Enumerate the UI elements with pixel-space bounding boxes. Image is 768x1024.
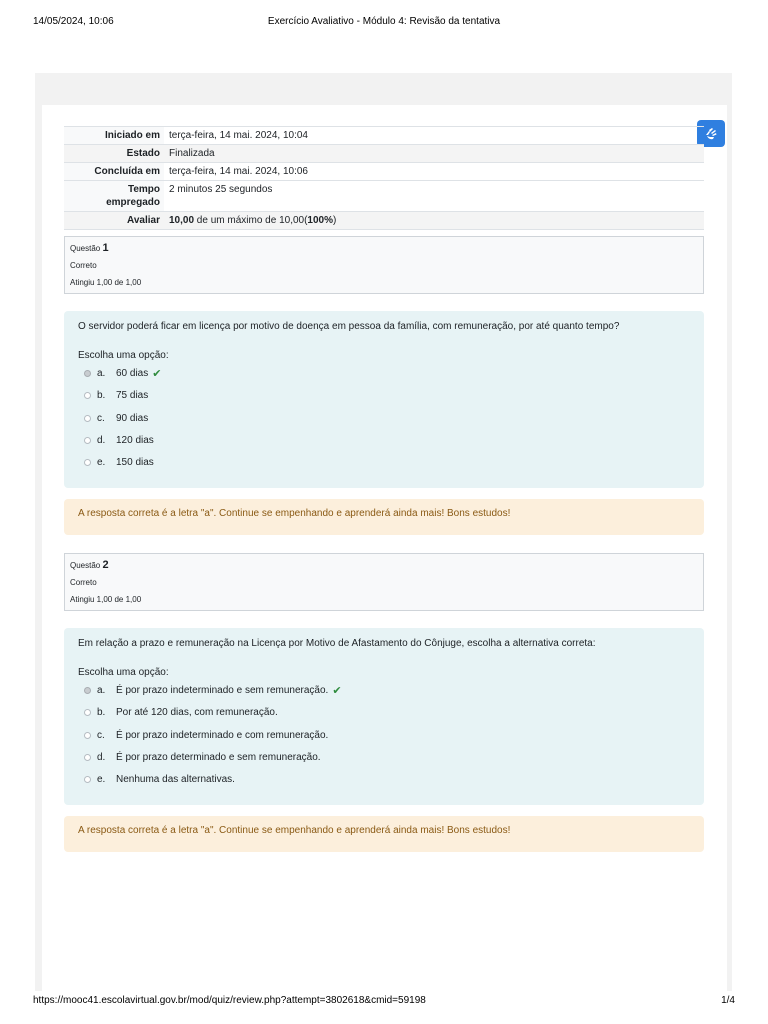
answer-text: 90 dias [116, 412, 149, 424]
summary-row-grade [64, 212, 704, 230]
question-number-value: 1 [102, 242, 109, 254]
grade-max: de um máximo de 10,00( [194, 215, 308, 226]
answer-letter: b. [97, 389, 106, 401]
completed-value: terça-feira, 14 mai. 2024, 10:06 [164, 163, 704, 181]
question-text: O servidor poderá ficar em licença por motivo de doença em pessoa da família, com remuneração, por até quanto tempo? [78, 321, 620, 332]
time-value: 2 minutos 25 segundos [164, 181, 704, 212]
grade-percent: 100% [307, 215, 333, 226]
answer-letter: c. [97, 412, 105, 424]
time-label-line2: empregado [106, 197, 160, 208]
grade-label: Avaliar [64, 212, 164, 230]
grade-value [164, 212, 704, 230]
answer-letter: d. [97, 434, 106, 446]
print-url: https://mooc41.escolavirtual.gov.br/mod/quiz/review.php?attempt=3802618&cmid=59198 [33, 995, 426, 1006]
state-value: Finalizada [164, 145, 704, 163]
feedback-text: A resposta correta é a letra "a". Continue se empenhando e aprenderá ainda mais! Bons estudos! [78, 825, 511, 836]
answer-option-a[interactable] [84, 683, 342, 697]
question-1-info [64, 236, 704, 294]
answer-text: Nenhuma das alternativas. [116, 773, 235, 785]
radio-button[interactable] [84, 370, 91, 377]
started-label: Iniciado em [64, 127, 164, 145]
time-label [64, 181, 164, 212]
answer-option-d[interactable] [84, 750, 321, 764]
answer-letter: e. [97, 773, 106, 785]
answer-prompt: Escolha uma opção: [78, 350, 169, 361]
answer-option-c[interactable] [84, 411, 148, 425]
state-label: Estado [64, 145, 164, 163]
feedback-text: A resposta correta é a letra "a". Continue se empenhando e aprenderá ainda mais! Bons estudos! [78, 508, 511, 519]
question-text: Em relação a prazo e remuneração na Licença por Motivo de Afastamento do Cônjuge, escolha a alternativa correta: [78, 638, 596, 649]
radio-button[interactable] [84, 754, 91, 761]
correct-check-icon: ✔ [332, 684, 342, 697]
question-grade: Atingiu 1,00 de 1,00 [70, 595, 142, 604]
question-1-feedback [64, 499, 704, 535]
radio-button[interactable] [84, 732, 91, 739]
radio-button[interactable] [84, 437, 91, 444]
question-1-content [64, 311, 704, 488]
answer-option-e[interactable] [84, 455, 154, 469]
question-number [70, 242, 109, 254]
question-2-info [64, 553, 704, 611]
correct-check-icon: ✔ [152, 367, 162, 380]
summary-row-completed [64, 163, 704, 181]
summary-row-time [64, 181, 704, 212]
answer-option-c[interactable] [84, 728, 328, 742]
answer-text: É por prazo indeterminado e sem remuneração. [116, 684, 329, 696]
question-2-feedback [64, 816, 704, 852]
question-2-content [64, 628, 704, 805]
answer-letter: e. [97, 456, 106, 468]
answer-option-d[interactable] [84, 433, 154, 447]
radio-button[interactable] [84, 709, 91, 716]
question-state: Correto [70, 578, 97, 587]
print-footer [0, 995, 768, 1009]
summary-row-state [64, 145, 704, 163]
answer-option-b[interactable] [84, 388, 148, 402]
answer-letter: a. [97, 367, 106, 379]
print-title: Exercício Avaliativo - Módulo 4: Revisão da tentativa [267, 16, 501, 27]
answer-letter: a. [97, 684, 106, 696]
radio-button[interactable] [84, 459, 91, 466]
page-counter: 1/4 [721, 995, 735, 1006]
answer-letter: d. [97, 751, 106, 763]
answer-text: É por prazo indeterminado e com remuneração. [116, 729, 329, 741]
answer-option-b[interactable] [84, 705, 278, 719]
question-number-value: 2 [102, 559, 109, 571]
started-value: terça-feira, 14 mai. 2024, 10:04 [164, 127, 704, 145]
question-grade: Atingiu 1,00 de 1,00 [70, 278, 142, 287]
answer-text: Por até 120 dias, com remuneração. [116, 706, 278, 718]
radio-button[interactable] [84, 415, 91, 422]
answer-text: 120 dias [116, 434, 154, 446]
question-label: Questão [70, 561, 103, 570]
radio-button[interactable] [84, 776, 91, 783]
answer-text: 75 dias [116, 389, 149, 401]
answer-prompt: Escolha uma opção: [78, 667, 169, 678]
completed-label: Concluída em [64, 163, 164, 181]
radio-button[interactable] [84, 392, 91, 399]
radio-button[interactable] [84, 687, 91, 694]
grade-close: ) [333, 215, 337, 226]
answer-option-e[interactable] [84, 772, 235, 786]
question-number [70, 559, 109, 571]
answer-letter: c. [97, 729, 105, 741]
attempt-summary-table [64, 126, 704, 230]
answer-text: É por prazo determinado e sem remuneração. [116, 751, 321, 763]
print-header [0, 16, 768, 30]
answer-letter: b. [97, 706, 106, 718]
time-label-line1: Tempo [127, 184, 160, 195]
summary-row-started [64, 127, 704, 145]
answer-option-a[interactable] [84, 366, 161, 380]
question-label: Questão [70, 244, 103, 253]
answer-text: 150 dias [116, 456, 154, 468]
answer-text: 60 dias [116, 367, 149, 379]
grade-score: 10,00 [169, 215, 195, 226]
hand-sign-language-icon [703, 126, 719, 142]
print-date: 14/05/2024, 10:06 [33, 16, 114, 27]
question-state: Correto [70, 261, 97, 270]
